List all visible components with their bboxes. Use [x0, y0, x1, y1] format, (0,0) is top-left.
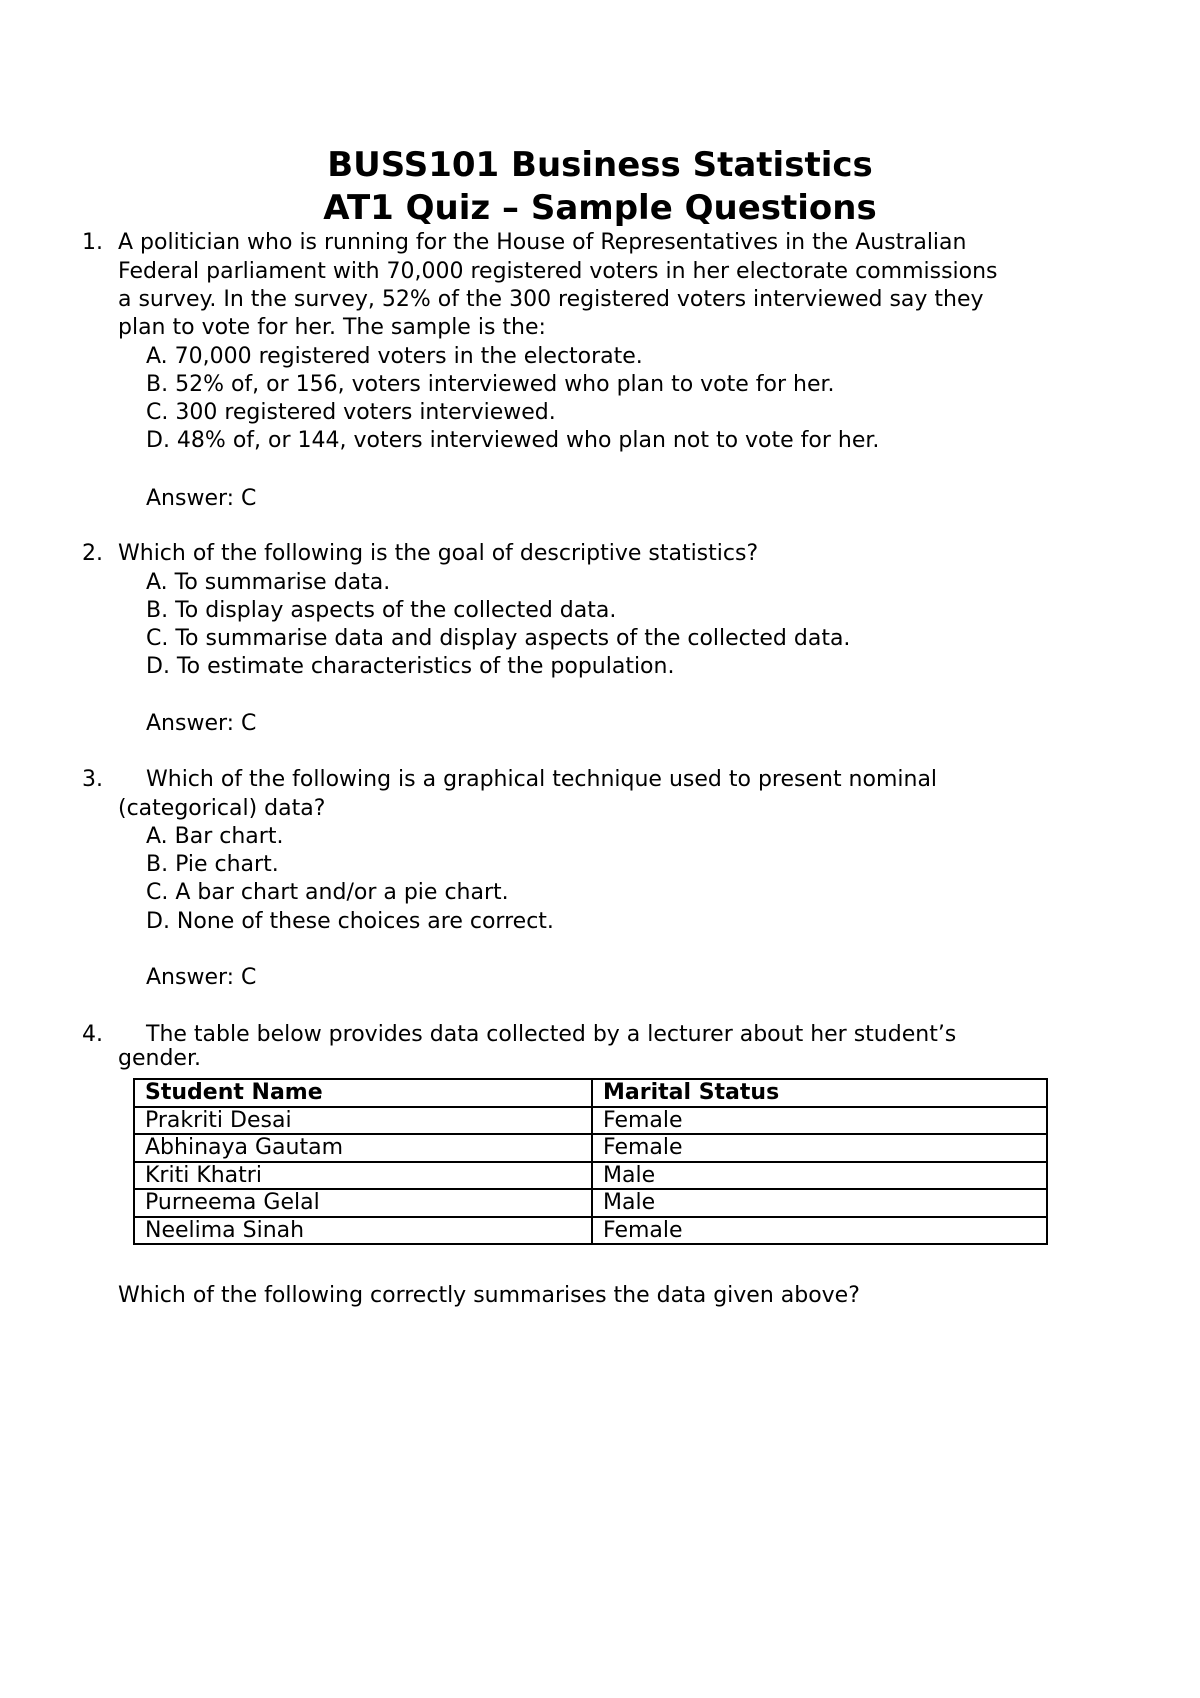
- status: Female: [592, 1134, 1047, 1162]
- status: Male: [592, 1162, 1047, 1190]
- table-header-row: [134, 1079, 1047, 1107]
- followup-question: Which of the following correctly summarises the data given above?: [118, 1283, 860, 1308]
- question-text: a survey. In the survey, 52% of the 300 registered voters interviewed say they: [118, 287, 984, 312]
- column-header: Marital Status: [592, 1079, 1047, 1107]
- question-text: Which of the following is a graphical technique used to present nominal: [146, 767, 938, 792]
- question-text: A politician who is running for the House of Representatives in the Australian: [118, 230, 967, 255]
- student-name: Neelima Sinah: [134, 1217, 592, 1245]
- question-number: 3.: [82, 767, 103, 792]
- document-subtitle: AT1 Quiz – Sample Questions: [323, 188, 877, 228]
- option-c: C. A bar chart and/or a pie chart.: [146, 880, 509, 905]
- option-b: B. Pie chart.: [146, 852, 279, 877]
- question-text: Federal parliament with 70,000 registered voters in her electorate commissions: [118, 259, 998, 284]
- student-name: Abhinaya Gautam: [134, 1134, 592, 1162]
- student-table: [133, 1078, 1048, 1245]
- question-text: gender.: [118, 1046, 201, 1071]
- status: Female: [592, 1217, 1047, 1245]
- question-text: Which of the following is the goal of descriptive statistics?: [118, 541, 759, 566]
- option-a: A. Bar chart.: [146, 824, 284, 849]
- option-c: C. To summarise data and display aspects of the collected data.: [146, 626, 851, 651]
- column-header: Student Name: [134, 1079, 592, 1107]
- answer: Answer: C: [146, 711, 257, 736]
- option-a: A. 70,000 registered voters in the electorate.: [146, 344, 643, 369]
- question-number: 1.: [82, 230, 103, 255]
- table-row: [134, 1162, 1047, 1190]
- document-title: BUSS101 Business Statistics: [327, 145, 873, 185]
- option-b: B. 52% of, or 156, voters interviewed who plan to vote for her.: [146, 372, 835, 397]
- option-a: A. To summarise data.: [146, 570, 391, 595]
- student-name: Purneema Gelal: [134, 1189, 592, 1217]
- option-d: D. To estimate characteristics of the population.: [146, 654, 675, 679]
- table-row: [134, 1107, 1047, 1135]
- question-number: 4.: [82, 1022, 103, 1047]
- status: Male: [592, 1189, 1047, 1217]
- student-name: Prakriti Desai: [134, 1107, 592, 1135]
- student-name: Kriti Khatri: [134, 1162, 592, 1190]
- answer: Answer: C: [146, 486, 257, 511]
- option-d: D. None of these choices are correct.: [146, 909, 554, 934]
- question-text: plan to vote for her. The sample is the:: [118, 315, 546, 340]
- table-row: [134, 1134, 1047, 1162]
- table-row: [134, 1189, 1047, 1217]
- option-b: B. To display aspects of the collected data.: [146, 598, 617, 623]
- answer: Answer: C: [146, 965, 257, 990]
- question-text: (categorical) data?: [118, 796, 326, 821]
- question-text: The table below provides data collected by a lecturer about her student’s: [146, 1022, 957, 1047]
- option-c: C. 300 registered voters interviewed.: [146, 400, 556, 425]
- question-number: 2.: [82, 541, 103, 566]
- table-row: [134, 1217, 1047, 1245]
- status: Female: [592, 1107, 1047, 1135]
- option-d: D. 48% of, or 144, voters interviewed who plan not to vote for her.: [146, 428, 880, 453]
